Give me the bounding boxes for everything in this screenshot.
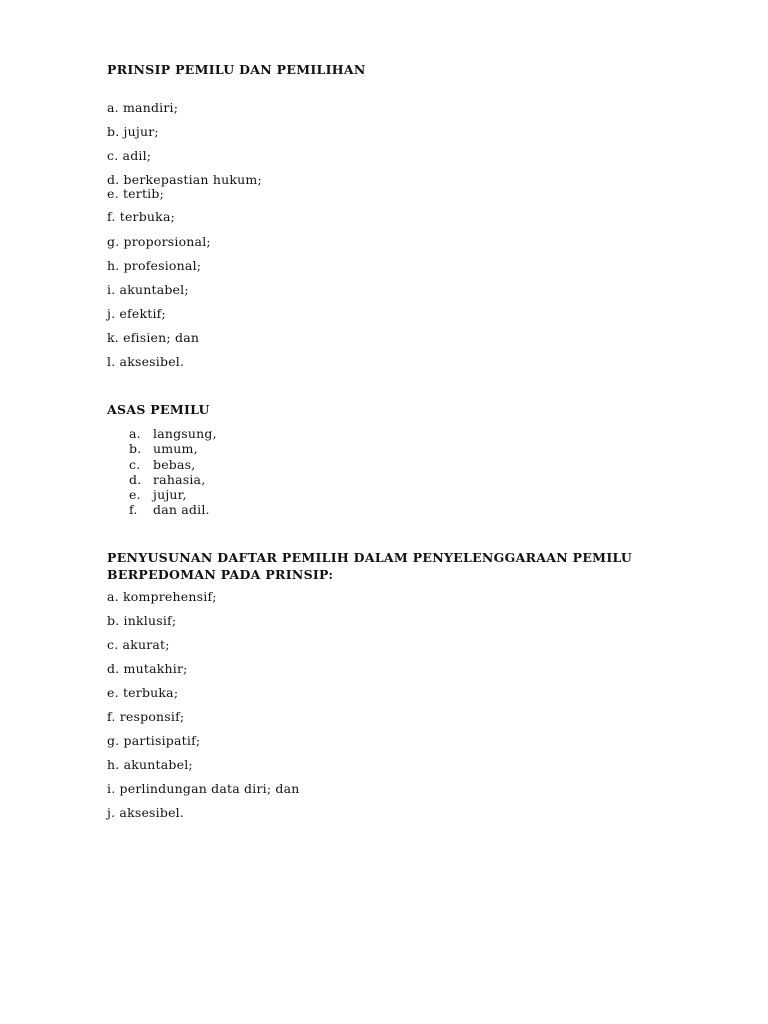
list-marker: b. — [129, 441, 142, 456]
list-item: j. efektif; — [107, 306, 166, 321]
list-item: f. terbuka; — [107, 209, 176, 224]
list-item: e. terbuka; — [107, 685, 179, 700]
list-marker: c. — [129, 457, 141, 472]
list-item: h. akuntabel; — [107, 757, 193, 772]
list-marker: d. — [129, 472, 142, 487]
section-penyusunan-title-line2: BERPEDOMAN PADA PRINSIP: — [107, 567, 334, 582]
list-item: a. mandiri; — [107, 100, 179, 115]
list-item: h. profesional; — [107, 258, 202, 273]
list-text: langsung, — [153, 426, 217, 441]
list-item: i. akuntabel; — [107, 282, 189, 297]
list-marker: a. — [129, 426, 141, 441]
list-item: d. berkepastian hukum; — [107, 172, 262, 187]
section-penyusunan-title-line1: PENYUSUNAN DAFTAR PEMILIH DALAM PENYELENGGARAAN PEMILU — [107, 550, 633, 565]
section-prinsip-title: PRINSIP PEMILU DAN PEMILIHAN — [107, 62, 366, 77]
list-text: umum, — [153, 441, 198, 456]
list-item: g. partisipatif; — [107, 733, 201, 748]
list-item: f. responsif; — [107, 709, 185, 724]
list-item: c. akurat; — [107, 637, 170, 652]
list-item: g. proporsional; — [107, 234, 211, 249]
list-text: dan adil. — [153, 502, 210, 517]
list-marker: e. — [129, 487, 141, 502]
list-item: b. inklusif; — [107, 613, 177, 628]
list-marker: f. — [129, 502, 138, 517]
list-item: l. aksesibel. — [107, 354, 185, 369]
list-text: jujur, — [153, 487, 187, 502]
list-item: c. adil; — [107, 148, 152, 163]
list-item: j. aksesibel. — [107, 805, 185, 820]
list-item: a. komprehensif; — [107, 589, 217, 604]
section-asas-title: ASAS PEMILU — [107, 402, 210, 417]
list-text: rahasia, — [153, 472, 206, 487]
list-item: b. jujur; — [107, 124, 159, 139]
list-item: k. efisien; dan — [107, 330, 200, 345]
list-item: i. perlindungan data diri; dan — [107, 781, 300, 796]
list-item: d. mutakhir; — [107, 661, 188, 676]
list-text: bebas, — [153, 457, 196, 472]
list-item: e. tertib; — [107, 186, 164, 201]
